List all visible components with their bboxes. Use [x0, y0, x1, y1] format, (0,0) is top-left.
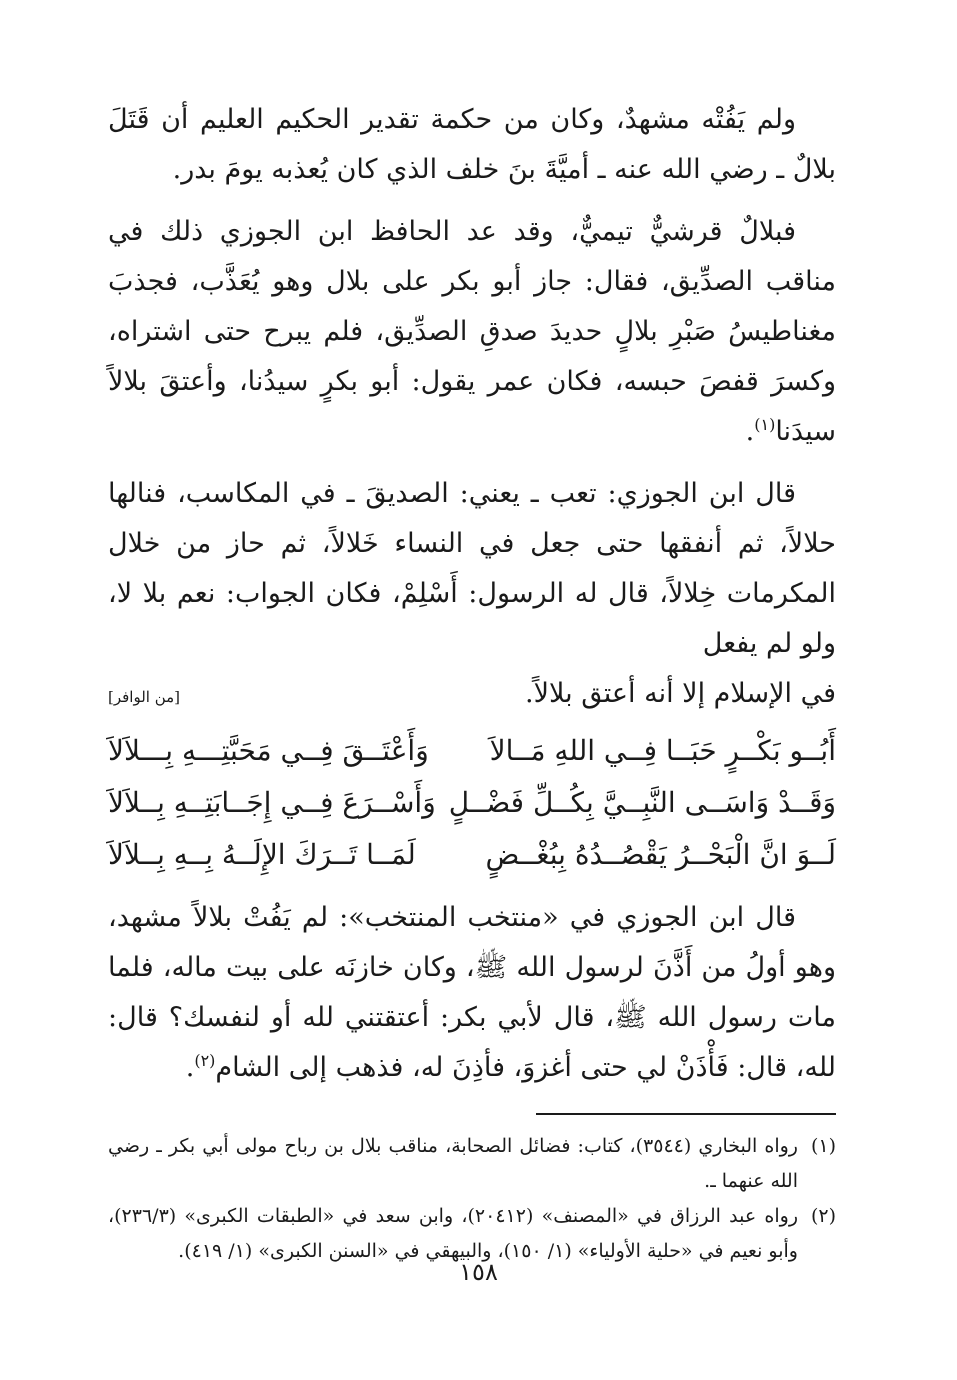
paragraph-4-text: قال ابن الجوزي في «منتخب المنتخب»: لم يَفُتْ بلالاً مشهد، وهو أولُ من أَذَّنَ لرسول الله ﷺ، وكان خازنَه على بيت ماله، فلما مات رسول الله ﷺ، قال لأبي بكر: أعتقتني لله أو لنفسك؟ قال: لله، قال: فَأْذَنْ لي حتى أغزوَ، فأذِنَ له، فذهب إلى الشام	[108, 902, 836, 1083]
verse-1-second-hemistich: وَأَعْتَــقَ فِــي مَحَبَّتِـــهِ بِـــلاَلاَ	[108, 734, 429, 767]
paragraph-3	[108, 469, 836, 719]
page-number: ١٥٨	[459, 1258, 498, 1286]
paragraph-2-text: فبلالٌ قرشيٌّ تيميٌّ، وقد عد الحافظ ابن الجوزي ذلك في مناقب الصدِّيق، فقال: جاز أبو بكر على بلال وهو يُعَذَّب، فجذبَ مغناطيسُ صَبْرِ بلالٍ حديدَ صدقِ الصدِّيق، فلم يبرح حتى اشتراه، وكسرَ قفصَ حبسه، فكان عمر يقول: أبو بكرٍ سيدُنا، وأعتقَ بلالاً سيدَنا	[108, 216, 836, 447]
verse-1-first-hemistich: أَبُــو بَكْــرٍ حَبَــا فِــي اللهِ مَــالاَ	[489, 734, 836, 767]
verse-2-first-hemistich: وَقَــدْ وَاسَــى النَّبِــيَّ بِكُــلِّ فَضْــلٍ	[448, 786, 836, 819]
footnote-separator	[536, 1113, 836, 1115]
footnote-ref-2[interactable]: (٢)	[194, 1051, 216, 1070]
paragraph-4-end: .	[185, 1052, 195, 1083]
paragraph-4	[108, 893, 836, 1093]
footnote-1	[108, 1129, 836, 1199]
footnote-1-number: (١)	[810, 1135, 836, 1157]
verse-3-first-hemistich: لَــوَ انَّ الْبَحْــرُ يَقْصُــدُهُ بِبُغْــضٍ	[485, 838, 836, 871]
footnote-ref-1[interactable]: (١)	[754, 415, 776, 434]
verse-2	[108, 777, 836, 829]
footnote-2-text: رواه عبد الرزاق في «المصنف» (٢٠٤١٢)، وابن سعد في «الطبقات الكبرى» (٢٣٦/٣)، وأبو نعيم في «حلية الأولياء» (١/ ١٥٠)، والبيهقي في «السنن الكبرى» (١/ ٤١٩).	[108, 1205, 798, 1262]
book-page	[108, 95, 836, 1335]
footnote-1-text: رواه البخاري (٣٥٤٤)، كتاب: فضائل الصحابة، مناقب بلال بن رباح مولى أبي بكر ـ رضي الله عنهما ـ.	[108, 1135, 798, 1192]
verse-2-second-hemistich: وَأَسْــرَعَ فِــي إِجَــابَتِــهِ بِــلاَلاَ	[108, 786, 436, 819]
poetic-meter-label: [من الوافر]	[108, 688, 181, 706]
verse-1	[108, 725, 836, 777]
paragraph-2	[108, 207, 836, 457]
paragraph-3-last: في الإسلام إلا أنه أعتق بلالاً.	[525, 678, 836, 709]
paragraph-2-end: .	[745, 416, 755, 447]
poem	[108, 725, 836, 881]
verse-3-second-hemistich: لَمَــا تَــرَكَ الإِلَــهُ بِــهِ بِــلاَلاَ	[108, 838, 416, 871]
paragraph-gap	[108, 881, 836, 893]
verse-3	[108, 829, 836, 881]
paragraph-1: ولم يَفُتْه مشهدٌ، وكان من حكمة تقدير الحكيم العليم أن قَتَلَ بلالٌ ـ رضي الله عنه ـ أميَّةَ بنَ خلف الذي كان يُعذبه يومَ بدر.	[108, 104, 836, 185]
paragraph-3-text: قال ابن الجوزي: تعب ـ يعني: الصديقَ ـ في المكاسب، فنالها حلالاً، ثم أنفقها حتى جعل في النساء خَلالاً، ثم حاز من خلال المكرمات خِلالاً، قال له الرسول: أَسْلِمْ، فكان الجواب: نعم بلا لا، ولو لم يفعل	[108, 478, 836, 659]
paragraph-gap	[108, 457, 836, 469]
footnote-2-number: (٢)	[810, 1205, 836, 1227]
paragraph-3-last-line	[108, 669, 836, 719]
paragraph-gap	[108, 195, 836, 207]
